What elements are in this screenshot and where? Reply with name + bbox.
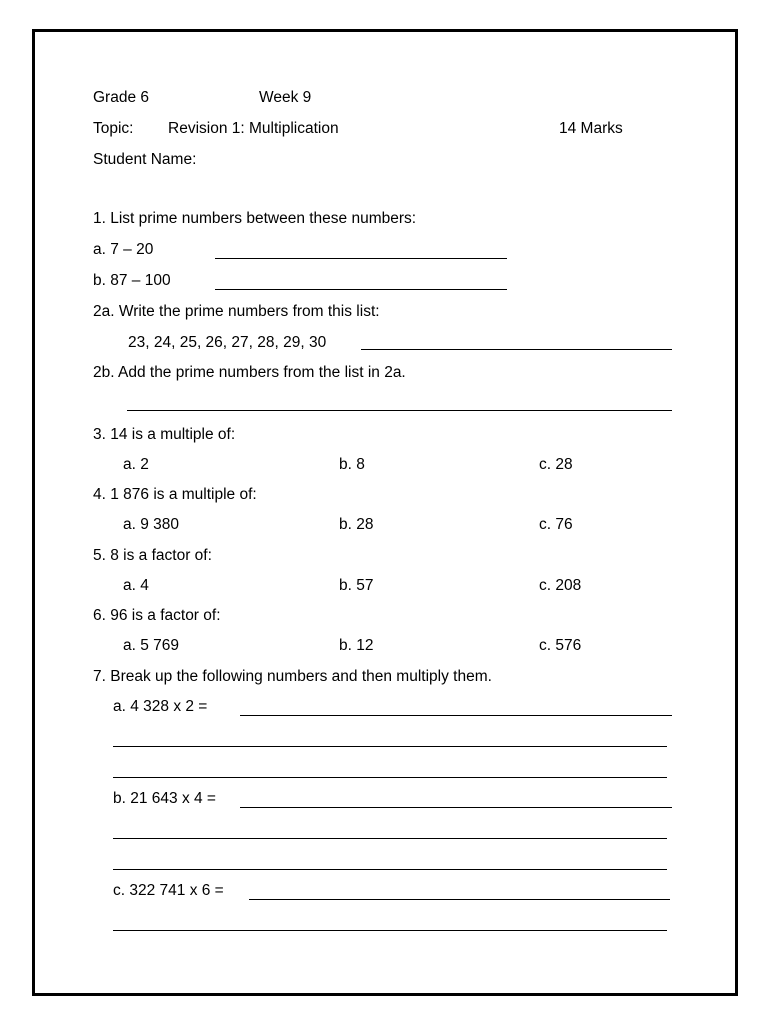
q4-option-b[interactable]: b. 28 [339, 516, 374, 533]
q7b-working-line[interactable] [113, 869, 667, 870]
q7a-working-line[interactable] [113, 746, 667, 747]
q1a-label: a. 7 – 20 [93, 241, 154, 258]
q5-option-a[interactable]: a. 4 [123, 577, 149, 594]
q7-prompt: 7. Break up the following numbers and then multiply them. [93, 668, 492, 685]
q3-prompt: 3. 14 is a multiple of: [93, 426, 236, 443]
q1b-label: b. 87 – 100 [93, 272, 171, 289]
q5-option-b[interactable]: b. 57 [339, 577, 374, 594]
q7a-answer-line[interactable] [240, 715, 672, 716]
q1a-answer-line[interactable] [215, 258, 507, 259]
q7c-answer-line[interactable] [249, 899, 670, 900]
q4-prompt: 4. 1 876 is a multiple of: [93, 486, 257, 503]
q6-option-b[interactable]: b. 12 [339, 637, 374, 654]
q2a-answer-line[interactable] [361, 349, 672, 350]
q7a-expression: a. 4 328 x 2 = [113, 698, 208, 715]
topic-title: Revision 1: Multiplication [168, 120, 339, 137]
q1-prompt: 1. List prime numbers between these numbers: [93, 210, 417, 227]
q7c-working-line[interactable] [113, 930, 667, 931]
q2a-number-list: 23, 24, 25, 26, 27, 28, 29, 30 [128, 334, 327, 351]
q7c-expression: c. 322 741 x 6 = [113, 882, 224, 899]
grade-label: Grade 6 [93, 89, 150, 106]
q3-option-c[interactable]: c. 28 [539, 456, 573, 473]
q7b-working-line[interactable] [113, 838, 667, 839]
q5-prompt: 5. 8 is a factor of: [93, 547, 212, 564]
q3-option-b[interactable]: b. 8 [339, 456, 365, 473]
q6-option-c[interactable]: c. 576 [539, 637, 582, 654]
q2b-answer-line[interactable] [127, 410, 672, 411]
worksheet-frame [32, 29, 738, 996]
q2b-prompt: 2b. Add the prime numbers from the list in 2a. [93, 364, 406, 381]
student-name-label: Student Name: [93, 151, 197, 168]
q6-prompt: 6. 96 is a factor of: [93, 607, 221, 624]
q1b-answer-line[interactable] [215, 289, 507, 290]
q5-option-c[interactable]: c. 208 [539, 577, 582, 594]
q6-option-a[interactable]: a. 5 769 [123, 637, 180, 654]
q7b-expression: b. 21 643 x 4 = [113, 790, 216, 807]
q4-option-c[interactable]: c. 76 [539, 516, 573, 533]
q4-option-a[interactable]: a. 9 380 [123, 516, 180, 533]
topic-label: Topic: [93, 120, 134, 137]
marks-label: 14 Marks [559, 120, 623, 137]
week-label: Week 9 [259, 89, 312, 106]
q7a-working-line[interactable] [113, 777, 667, 778]
q2a-prompt: 2a. Write the prime numbers from this list: [93, 303, 380, 320]
q3-option-a[interactable]: a. 2 [123, 456, 149, 473]
q7b-answer-line[interactable] [240, 807, 672, 808]
